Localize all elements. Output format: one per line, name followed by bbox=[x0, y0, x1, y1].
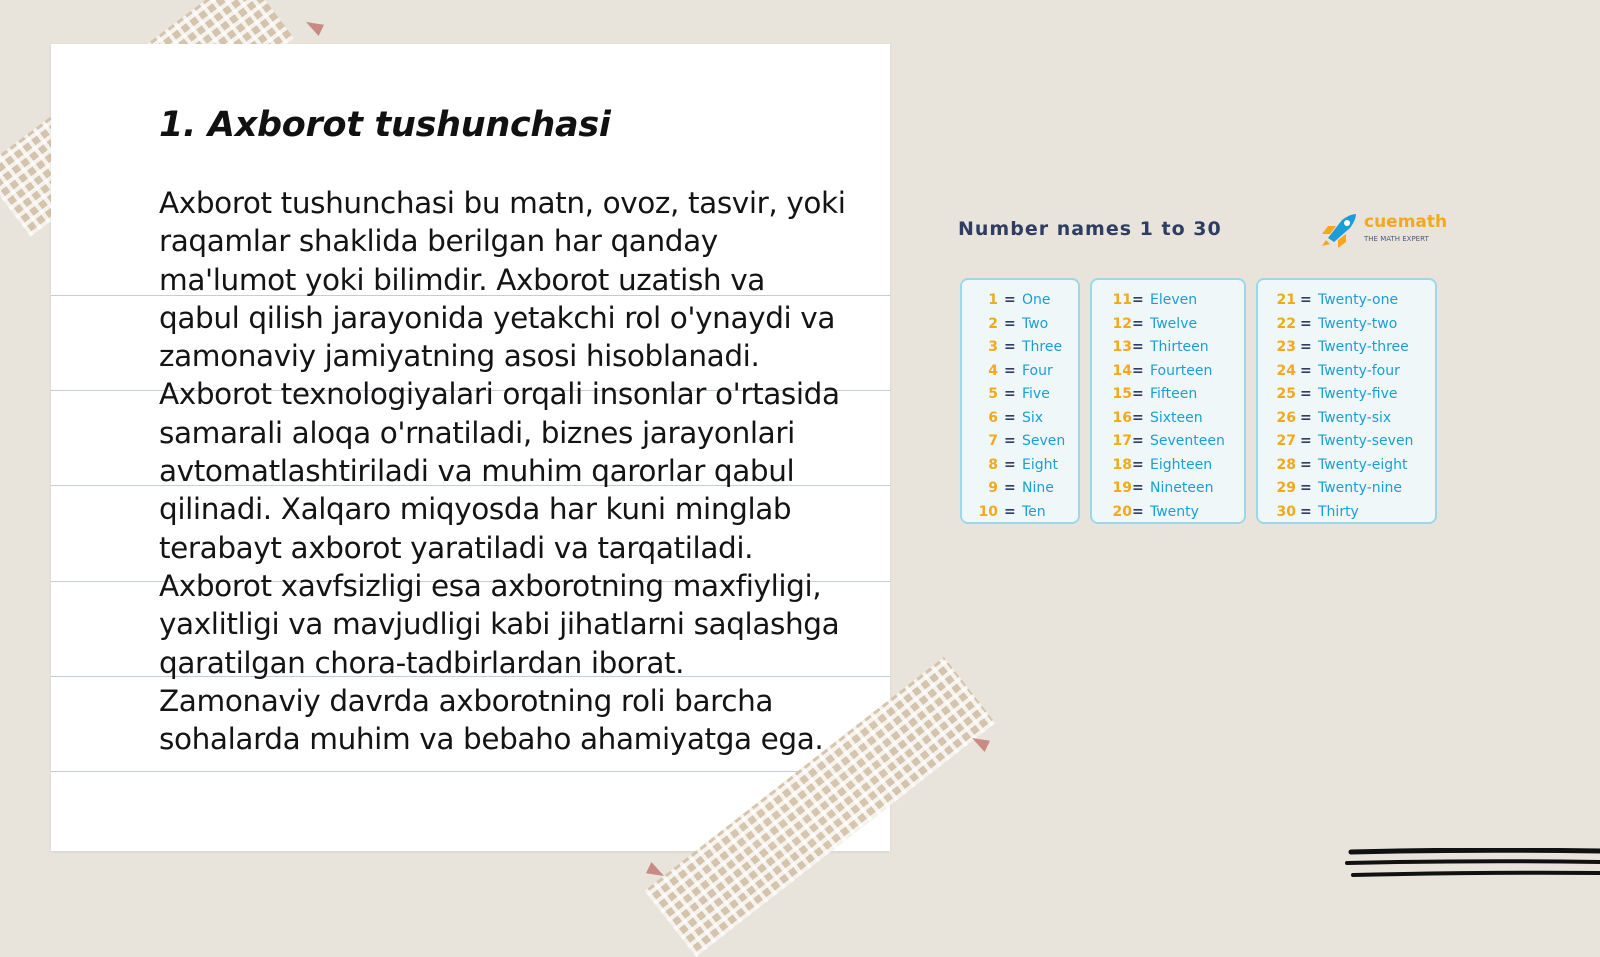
equals-sign: = bbox=[1300, 315, 1312, 332]
number-word: Twenty-seven bbox=[1318, 433, 1414, 449]
number-word: Twenty-three bbox=[1318, 339, 1409, 355]
number-row bbox=[1258, 454, 1435, 476]
equals-sign: = bbox=[1132, 362, 1144, 379]
lined-paper-card bbox=[51, 44, 890, 851]
equals-sign: = bbox=[1300, 480, 1312, 496]
number-row bbox=[1258, 313, 1435, 335]
equals-sign: = bbox=[1300, 456, 1312, 473]
number-word: Twenty-two bbox=[1318, 315, 1398, 332]
number-word: Seven bbox=[1022, 433, 1066, 449]
equals-sign: = bbox=[1300, 362, 1312, 379]
equals-sign: = bbox=[1132, 433, 1144, 449]
equals-sign: = bbox=[1132, 456, 1144, 473]
number-value: 27 bbox=[1276, 433, 1296, 449]
number-word: Eighteen bbox=[1150, 456, 1213, 473]
number-row bbox=[962, 430, 1078, 452]
number-row bbox=[1258, 430, 1435, 452]
equals-sign: = bbox=[1300, 292, 1312, 308]
number-word: Three bbox=[1022, 339, 1063, 355]
number-value: 10 bbox=[978, 503, 998, 520]
number-word: Thirty bbox=[1318, 503, 1359, 520]
number-row bbox=[1092, 383, 1244, 405]
number-value: 16 bbox=[1112, 409, 1132, 426]
number-value: 18 bbox=[1112, 456, 1132, 473]
number-row bbox=[1092, 430, 1244, 452]
number-row bbox=[962, 383, 1078, 405]
number-word: Twenty-four bbox=[1318, 362, 1400, 379]
number-word: Twenty-nine bbox=[1318, 480, 1402, 496]
equals-sign: = bbox=[1004, 292, 1016, 308]
equals-sign: = bbox=[1004, 433, 1016, 449]
equals-sign: = bbox=[1004, 456, 1016, 473]
number-value: 2 bbox=[988, 315, 998, 332]
number-value: 28 bbox=[1276, 456, 1296, 473]
number-value: 29 bbox=[1276, 480, 1296, 496]
number-word: Eleven bbox=[1150, 292, 1198, 308]
equals-sign: = bbox=[1132, 339, 1144, 355]
tape-tab-bottom-right bbox=[972, 738, 990, 752]
number-value: 26 bbox=[1276, 409, 1296, 426]
number-word: Fifteen bbox=[1150, 386, 1198, 402]
number-word: Nineteen bbox=[1150, 480, 1214, 496]
number-row bbox=[1258, 383, 1435, 405]
number-row bbox=[962, 501, 1078, 523]
number-word: Twenty-five bbox=[1318, 386, 1398, 402]
equals-sign: = bbox=[1132, 386, 1144, 402]
number-column-1-10 bbox=[960, 278, 1080, 524]
number-row bbox=[1258, 336, 1435, 358]
number-row bbox=[962, 313, 1078, 335]
number-row bbox=[1258, 407, 1435, 429]
number-value: 22 bbox=[1276, 315, 1296, 332]
brand-logo bbox=[1320, 210, 1450, 250]
paper-rule bbox=[51, 771, 890, 772]
equals-sign: = bbox=[1004, 409, 1016, 426]
number-value: 7 bbox=[988, 433, 998, 449]
number-value: 15 bbox=[1112, 386, 1132, 402]
number-word: Thirteen bbox=[1150, 339, 1209, 355]
number-value: 13 bbox=[1112, 339, 1132, 355]
number-value: 30 bbox=[1276, 503, 1296, 520]
number-value: 5 bbox=[988, 386, 998, 402]
number-value: 17 bbox=[1112, 433, 1132, 449]
brand-name: cuemath bbox=[1364, 212, 1448, 232]
number-word: Twenty-six bbox=[1318, 409, 1392, 426]
number-column-21-30 bbox=[1256, 278, 1437, 524]
number-row bbox=[1092, 454, 1244, 476]
number-row bbox=[1258, 501, 1435, 523]
equals-sign: = bbox=[1300, 386, 1312, 402]
slide-heading: 1. Axborot tushunchasi bbox=[159, 105, 611, 145]
number-value: 9 bbox=[988, 480, 998, 496]
equals-sign: = bbox=[1132, 315, 1144, 332]
number-value: 20 bbox=[1112, 503, 1132, 520]
number-value: 8 bbox=[988, 456, 998, 473]
number-value: 14 bbox=[1112, 362, 1132, 379]
number-value: 4 bbox=[988, 362, 998, 379]
number-row bbox=[962, 360, 1078, 382]
equals-sign: = bbox=[1004, 503, 1016, 520]
number-row bbox=[1092, 407, 1244, 429]
equals-sign: = bbox=[1004, 339, 1016, 355]
decorative-brush-lines bbox=[1345, 848, 1600, 888]
number-row bbox=[1258, 360, 1435, 382]
number-word: Twenty-one bbox=[1318, 292, 1399, 308]
number-value: 12 bbox=[1112, 315, 1132, 332]
number-value: 11 bbox=[1112, 292, 1132, 308]
number-word: Fourteen bbox=[1150, 362, 1213, 379]
number-word: Twelve bbox=[1150, 315, 1198, 332]
number-row bbox=[962, 336, 1078, 358]
number-word: Five bbox=[1022, 386, 1050, 402]
number-word: Twenty bbox=[1150, 503, 1199, 520]
number-row bbox=[1092, 477, 1244, 499]
number-row bbox=[1092, 360, 1244, 382]
equals-sign: = bbox=[1004, 386, 1016, 402]
number-value: 6 bbox=[988, 409, 998, 426]
number-value: 19 bbox=[1112, 480, 1132, 496]
slide-paragraph: Axborot tushunchasi bu matn, ovoz, tasvir, yoki raqamlar shaklida berilgan har qanday ma'lumot yoki bilimdir. Axborot uzatish va qabul qilish jarayonida yetakchi rol o'ynaydi va zamonaviy jamiyatning asosi hisoblanadi. Axborot texnologiyalari orqali insonlar o'rtasida samarali aloqa o'rnatiladi, biznes jarayonlari avtomatlashtiriladi va muhim qarorlar qabul qilinadi. Xalqaro miqyosda har kuni minglab terabayt axborot yaratiladi va tarqatiladi. Axborot xavfsizligi esa axborotning maxfiyligi, yaxlitligi va mavjudligi kabi jihatlarni saqlashga qaratilgan chora-tadbirlardan iborat. Zamonaviy davrda axborotning roli barcha sohalarda muhim va bebaho ahamiyatga ega. bbox=[159, 186, 846, 757]
equals-sign: = bbox=[1300, 409, 1312, 426]
rocket-icon bbox=[1320, 212, 1360, 248]
number-word: Nine bbox=[1022, 480, 1054, 496]
number-row bbox=[1092, 501, 1244, 523]
number-row bbox=[1258, 289, 1435, 311]
number-word: Eight bbox=[1022, 456, 1058, 473]
equals-sign: = bbox=[1300, 339, 1312, 355]
equals-sign: = bbox=[1004, 315, 1016, 332]
number-word: Six bbox=[1022, 409, 1044, 426]
number-value: 1 bbox=[988, 292, 998, 308]
number-row bbox=[962, 289, 1078, 311]
equals-sign: = bbox=[1132, 409, 1144, 426]
number-value: 3 bbox=[988, 339, 998, 355]
number-word: Ten bbox=[1022, 503, 1046, 520]
tape-tab-top bbox=[306, 22, 324, 36]
equals-sign: = bbox=[1300, 503, 1312, 520]
equals-sign: = bbox=[1132, 480, 1144, 496]
tape-tab-bottom-left bbox=[646, 862, 664, 876]
number-row bbox=[962, 454, 1078, 476]
number-row bbox=[1092, 313, 1244, 335]
number-value: 21 bbox=[1276, 292, 1296, 308]
number-word: Twenty-eight bbox=[1318, 456, 1408, 473]
equals-sign: = bbox=[1300, 433, 1312, 449]
number-word: Four bbox=[1022, 362, 1053, 379]
number-word: Sixteen bbox=[1150, 409, 1203, 426]
number-row bbox=[962, 477, 1078, 499]
number-value: 24 bbox=[1276, 362, 1296, 379]
number-word: Two bbox=[1022, 315, 1049, 332]
number-names-infographic bbox=[950, 210, 1450, 540]
number-row bbox=[962, 407, 1078, 429]
equals-sign: = bbox=[1004, 480, 1016, 496]
number-row bbox=[1092, 336, 1244, 358]
number-word: One bbox=[1022, 292, 1051, 308]
equals-sign: = bbox=[1004, 362, 1016, 379]
number-row bbox=[1258, 477, 1435, 499]
equals-sign: = bbox=[1132, 503, 1144, 520]
number-column-11-20 bbox=[1090, 278, 1246, 524]
number-word: Seventeen bbox=[1150, 433, 1225, 449]
brand-tagline: THE MATH EXPERT bbox=[1364, 235, 1429, 243]
infographic-title: Number names 1 to 30 bbox=[958, 218, 1222, 240]
equals-sign: = bbox=[1132, 292, 1144, 308]
number-value: 23 bbox=[1276, 339, 1296, 355]
number-value: 25 bbox=[1276, 386, 1296, 402]
number-row bbox=[1092, 289, 1244, 311]
